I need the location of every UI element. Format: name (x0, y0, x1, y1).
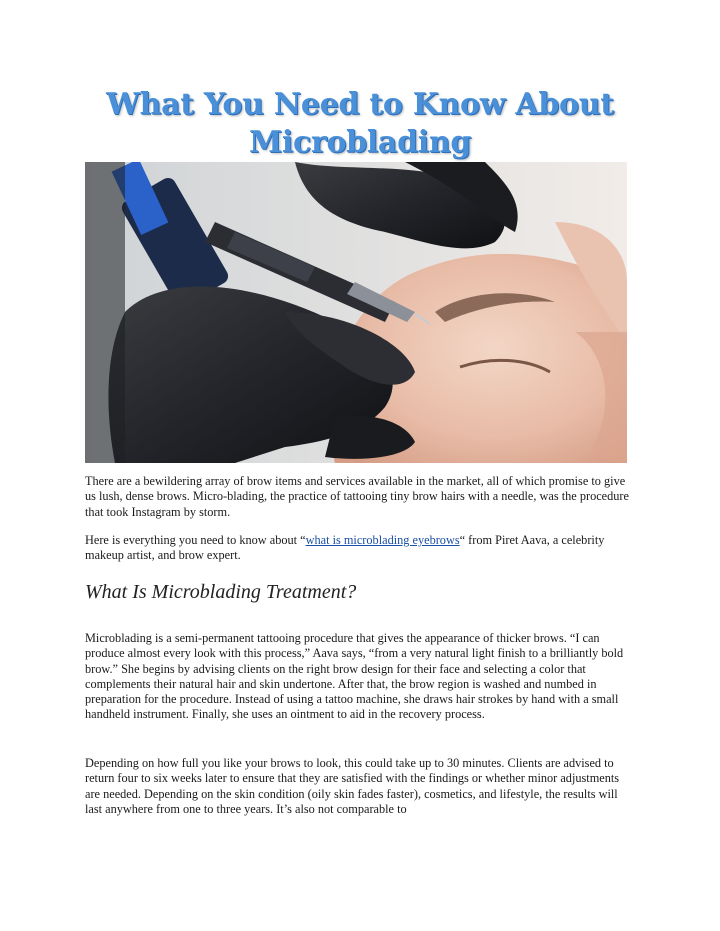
paragraph-sources (85, 533, 635, 564)
page-title: What You Need to Know About Microblading (106, 87, 614, 160)
intro-paragraph: There are a bewildering array of brow items and services available in the market, all of which promise to give us lush, dense brows. Micro-blading, the practice of tattooing tiny brow hairs with a needle, was the procedure that took Instagram by storm. (85, 474, 629, 519)
microblading-link[interactable]: what is microblading eyebrows (305, 533, 460, 547)
duration-paragraph: Depending on how full you like your brows to look, this could take up to 30 minutes. Clients are advised to return four to six weeks later to ensure that they are satisfied with the findings or whether minor adjustments are needed. Depending on the skin condition (oily skin fades faster), cosmetics, and lifestyle, the results will last anywhere from one to three years. It’s also not comparable to (85, 756, 620, 816)
treatment-paragraph: Microblading is a semi-permanent tattooing procedure that gives the appearance of thicker brows. “I can produce almost every look with this process,” Aava says, “from a very natural light finish to a brilliantly bold brow.” She begins by advising clients on the right brow design for their face and selecting a color that complements their natural hair and skin undertone. After that, the brow region is washed and numbed in preparation for the procedure. Instead of using a tattoo machine, she draws hair strokes by hand with a small handheld instrument. Finally, she uses an ointment to aid in the recovery process. (85, 631, 624, 722)
paragraph-sources-after: “ from Piret Aava, a celebrity makeup artist, and brow expert. (85, 533, 605, 563)
paragraph-sources-before: Here is everything you need to know about “ (85, 533, 306, 547)
hero-image (85, 162, 627, 463)
section-heading: What Is Microblading Treatment? (85, 581, 357, 603)
